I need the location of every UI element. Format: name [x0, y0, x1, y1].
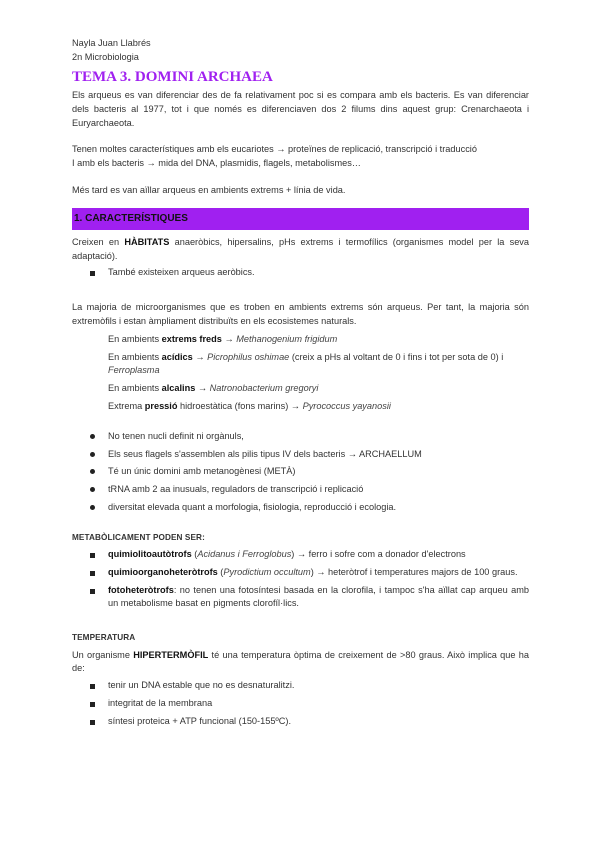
- temperature-paragraph: Un organisme HIPERTERMÒFIL té una temperatura òptima de creixement de >80 graus. Això implica que ha de:: [72, 649, 530, 674]
- round-bullet-icon: [90, 469, 95, 474]
- round-bullet-icon: [90, 505, 95, 510]
- characteristics-list: [72, 430, 529, 515]
- temperature-label: TEMPERATURA: [72, 633, 136, 643]
- metabolic-list: [72, 548, 529, 611]
- env-cold: En ambients extrems freds → Methanogenium frigidum: [108, 333, 338, 344]
- list-item: síntesi proteica + ATP funcional (150-155ºC).: [72, 715, 529, 729]
- list-item: integritat de la membrana: [72, 697, 529, 711]
- square-bullet-icon: [90, 571, 95, 576]
- intro-paragraph-1: Els arqueus es van diferenciar des de fa relativament poc si es compara amb els bacteris. Es van diferenciar dels bacteris al 1977, tot i que només es diferenciaven dos 2 filums dins aquest grup: Crenarchaeota i Euryarchaeota.: [72, 90, 529, 128]
- list-item: No tenen nucli definit ni orgànuls,: [72, 430, 529, 444]
- square-bullet-icon: [90, 553, 95, 558]
- square-bullet-icon: [90, 271, 95, 276]
- env-acid: En ambients acídics → Picrophilus oshimae (creix a pHs al voltant de 0 i fins i tot per sota de 0) i Ferroplasma: [108, 351, 504, 376]
- list-item: També existeixen arqueus aeròbics.: [72, 266, 529, 280]
- list-item: fotoheteròtrofs: no tenen una fotosíntesi basada en la clorofila, i tampoc s'ha aïllat cap arqueu amb un metabolisme basat en pigments clorofíl·lics.: [72, 584, 529, 612]
- round-bullet-icon: [90, 487, 95, 492]
- round-bullet-icon: [90, 434, 95, 439]
- environment-list: [72, 333, 529, 414]
- list-item: Els seus flagels s'assemblen als pilis tipus IV dels bacteris → ARCHAELLUM: [72, 448, 529, 462]
- list-item: quimiolitoautòtrofs (Acidanus i Ferroglobus) → ferro i sofre com a donador d'electrons: [72, 548, 529, 562]
- square-bullet-icon: [90, 720, 95, 725]
- intro-paragraph-2-line-2: I amb els bacteris → mida del DNA, plasmidis, flagels, metabolismes…: [72, 158, 361, 169]
- author-name: Nayla Juan Llabrés: [72, 38, 151, 48]
- metabolic-label: METABÒLICAMENT PODEN SER:: [72, 532, 205, 542]
- list-item: tenir un DNA estable que no es desnaturalitzi.: [72, 679, 529, 693]
- square-bullet-icon: [90, 702, 95, 707]
- section-heading: 1. CARACTERÍSTIQUES: [72, 208, 529, 230]
- env-alkaline: En ambients alcalins → Natronobacterium gregoryi: [108, 383, 319, 394]
- document-page: [72, 36, 529, 733]
- course-name: 2n Microbiologia: [72, 52, 139, 62]
- env-pressure: Extrema pressió hidroestàtica (fons marins) → Pyrococcus yayanosii: [108, 400, 391, 411]
- list-item: quimioorganoheteròtrofs (Pyrodictium occultum) → heteròtrof i temperatures majors de 100 graus.: [72, 566, 529, 580]
- page-title: TEMA 3. DOMINI ARCHAEA: [72, 69, 273, 85]
- round-bullet-icon: [90, 452, 95, 457]
- list-item: diversitat elevada quant a morfologia, fisiologia, reproducció i ecologia.: [72, 501, 529, 515]
- list-item: Té un únic domini amb metanogènesi (METÀ): [72, 465, 529, 479]
- list-item: tRNA amb 2 aa inusuals, reguladors de transcripció i replicació: [72, 483, 529, 497]
- square-bullet-icon: [90, 684, 95, 689]
- habitat-paragraph: Creixen en HÀBITATS anaeròbics, hipersalins, pHs extrems i termofílics (organismes model per la seva adaptació).: [72, 236, 530, 261]
- intro-paragraph-2-line-1: Tenen moltes característiques amb els eucariotes → proteïnes de replicació, transcripció i traducció: [72, 144, 477, 155]
- intro-paragraph-3: Més tard es van aïllar arqueus en ambients extrems + línia de vida.: [72, 184, 346, 195]
- square-bullet-icon: [90, 589, 95, 594]
- majority-paragraph: La majoria de microorganismes que es troben en ambients extrems són arqueus. Per tant, la majoria són extremòfils i estan àmpliament distribuïts en els ecosistemes naturals.: [72, 302, 529, 326]
- temperature-list: [72, 679, 529, 728]
